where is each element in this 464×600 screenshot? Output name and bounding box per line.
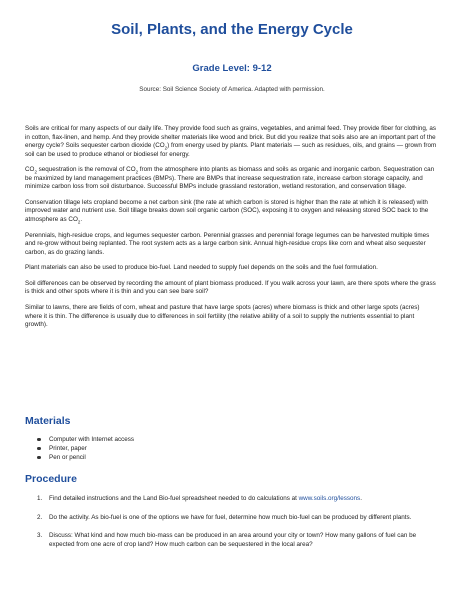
- procedure-step: 1. Find detailed instructions and the Land Bio-fuel spreadsheet needed to do calculations at www.soils.org/lessons.: [37, 495, 362, 502]
- paragraph-biofuel: Plant materials can also be used to produce bio-fuel. Land needed to supply fuel depends on the soils and the fuel formulation.: [25, 264, 378, 272]
- document-title: Soil, Plants, and the Energy Cycle: [111, 21, 353, 38]
- procedure-heading: Procedure: [25, 473, 77, 485]
- bullet-icon: [37, 438, 41, 442]
- materials-list: [37, 435, 134, 462]
- procedure-step: 2. Do the activity. As bio-fuel is one of the options we have for fuel, determine how much bio-fuel can be produced by different plants.: [37, 513, 412, 521]
- paragraph-soil-differences: Soil differences can be observed by recording the amount of plant biomass produced. If you walk across your lawn, are there spots where the grass is thick and other spots where it is thin and you can see bare soil?: [25, 279, 436, 296]
- procedure-steps: [37, 495, 432, 559]
- bullet-icon: [37, 456, 41, 460]
- soils-lessons-link[interactable]: www.soils.org/lessons: [298, 495, 361, 502]
- materials-heading: Materials: [25, 415, 71, 427]
- body-text: [25, 125, 437, 337]
- paragraph-sequestration: $CO_2$ sequestration is the removal of $CO_2$ from the atmosphere into plants as biomass and soils as organic and inorganic carbon. Sequestration can be maximized by land management practices (BMPs). There are BMPs that increase sequestration rate, increase carbon storage capacity, and minimize carbon loss from soil disturbance. Successful BMPs include grassland restoration, wetland restoration, and conservation tillage.: [25, 166, 435, 191]
- paragraph-perennials: Perennials, high-residue crops, and legumes sequester carbon. Perennial grasses and perennial forage legumes can be harvested multiple times and re-grow without being replanted. The root system acts as a large carbon sink. Annual high-residue crops like corn and wheat also sequester carbon, as do grazing lands.: [25, 231, 430, 256]
- bullet-icon: [37, 447, 41, 451]
- list-item: Pen or pencil: [37, 453, 134, 462]
- paragraph-tillage: Conservation tillage lets cropland become a net carbon sink (the rate at which carbon is stored is higher than the rate at which it is released) with improved water and nutrient use. Soil tillage breaks down soil organic carbon (SOC), exposing it to oxygen and releasing stored SOC back to the atmosphere as $CO_2$.: [25, 198, 429, 225]
- list-item: Computer with Internet access: [37, 435, 134, 444]
- paragraph-fields: Similar to lawns, there are fields of corn, wheat and pasture that have large spots (acres) where biomass is thick and other large spots (acres) where it is thin. The difference is usually due to differences in soil fertility (the relative ability of a soil to supply the nutrients essential to plant growth).: [25, 304, 420, 329]
- procedure-step: 3. Discuss: What kind and how much bio-mass can be produced in an area around your city or town? How many gallons of fuel can be expected from one acre of crop land? How much carbon can be sequestered in the local area?: [37, 532, 417, 548]
- paragraph-intro: Soils are critical for many aspects of our daily life. They provide food such as grains, vegetables, and animal feed. They provide fiber for clothing, as in cotton, flax-linen, and hemp. And they provide shelter materials like wood and brick. But did you realize that soils also are an important part of the energy cycle? Soils sequester carbon dioxide $(CO_2)$ from energy used by plants. Plant materials — such as residues, oils, and grains — grown from soil can be used to produce ethanol or biodiesel for energy.: [25, 125, 437, 158]
- grade-level: Grade Level: 9-12: [192, 63, 272, 74]
- list-item: Printer, paper: [37, 444, 134, 453]
- source-note: Source: Soil Science Society of America. Adapted with permission.: [139, 86, 325, 93]
